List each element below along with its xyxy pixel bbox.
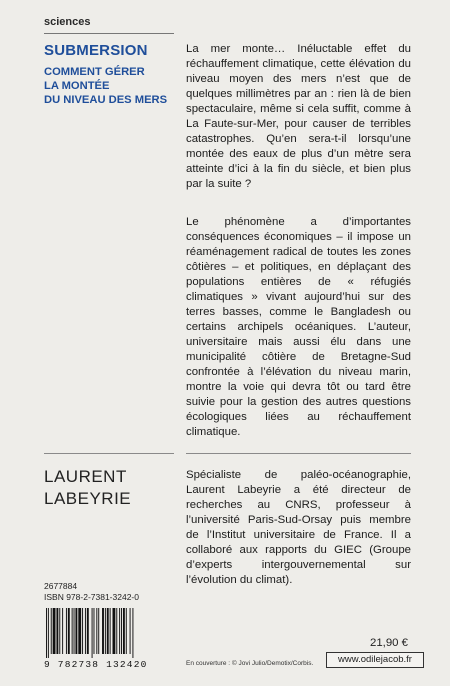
barcode-bar xyxy=(51,608,52,654)
book-subtitle xyxy=(44,65,174,107)
barcode-bar xyxy=(87,608,89,654)
subtitle-line-3: DU NIVEAU DES MERS xyxy=(44,94,168,106)
barcode-bar xyxy=(82,608,83,654)
barcode-bar xyxy=(132,608,133,658)
subtitle-line-1: COMMENT GÉRER xyxy=(44,66,145,78)
barcode-image xyxy=(44,608,166,658)
barcode-bar xyxy=(85,608,86,654)
barcode-bar xyxy=(46,608,47,658)
barcode-bar xyxy=(123,608,125,654)
barcode-bar xyxy=(107,608,109,654)
author-name xyxy=(44,466,131,510)
barcode-bar xyxy=(96,608,97,654)
barcode-bar xyxy=(113,608,116,654)
barcode-bar xyxy=(92,608,93,658)
barcode-bar xyxy=(62,608,63,654)
barcode-bar xyxy=(126,608,127,654)
series-rule xyxy=(44,33,174,34)
barcode-bar xyxy=(130,608,131,654)
barcode-bar xyxy=(53,608,56,654)
barcode-bar xyxy=(75,608,77,654)
isbn: ISBN 978-2-7381-3242-0 xyxy=(44,592,139,602)
blurb-paragraph-1: La mer monte… Inéluctable effet du réchauffement climatique, cette élévation du niveau moyen des mers n’est que de quelques millimètres par an : rien là de bien spectaculaire, même si cela suffit, comme à La Faute-sur-Mer, pour causer de terribles catastrophes. Qu’en sera-t-il lorsqu’une montée des eaux de plus d’un mètre sera atteinte d’ici à la fin du siècle, et bien plus par la suite ? xyxy=(186,43,411,190)
barcode-bar xyxy=(105,608,106,654)
cover-credit: En couverture : © Jovi Julio/Demotix/Corbis. xyxy=(186,660,314,667)
barcode-bar xyxy=(116,608,117,654)
product-codes xyxy=(44,581,139,603)
section-divider-right xyxy=(186,453,411,454)
blurb-paragraph-2: Le phénomène a d’importantes conséquences économiques – il impose un réaménagement radical de toutes les zones côtières – et politiques, en déplaçant des populations entières de « réfugiés climatiques » vivant aujourd’hui sur des terres basses, comme le Bangladesh ou certains archipels océaniques. L’auteur, universitaire mais aussi élu dans une municipalité côtière de Bretagne-Sud confrontée à l’élévation du niveau marin, montre la voie qui devra tôt ou tard être suivie pour la gestion des autres questions écologiques liées au réchauffement climatique. xyxy=(186,216,411,438)
barcode-bar xyxy=(78,608,81,654)
barcode-bar xyxy=(121,608,122,654)
author-bio: Spécialiste de paléo-océanographie, Laurent Labeyrie a été directeur de recherches au CNRS, professeur à l’université Paris-Sud-Orsay puis membre de l’Institut universitaire de France. Il a collaboré aux rapports du GIEC (Groupe d’experts intergouvernemental sur l’évolution du climat). xyxy=(186,469,411,586)
author-first-name: LAURENT xyxy=(44,467,127,486)
barcode-bar xyxy=(110,608,111,654)
barcode-bar xyxy=(94,608,95,654)
section-divider-left xyxy=(44,453,174,454)
barcode-bar xyxy=(119,608,120,654)
barcode-bar xyxy=(59,608,60,654)
book-title: SUBMERSION xyxy=(44,42,148,59)
barcode-bar xyxy=(72,608,73,654)
barcode-bar xyxy=(66,608,67,654)
barcode-digits: 9 782738 132420 xyxy=(44,659,148,670)
barcode-bar xyxy=(102,608,104,654)
barcode-bar xyxy=(56,608,58,654)
barcode-bar xyxy=(74,608,75,654)
barcode-bar xyxy=(48,608,49,658)
barcode-bar xyxy=(98,608,99,654)
barcode-bar xyxy=(68,608,70,654)
product-code: 2677884 xyxy=(44,581,78,591)
author-last-name: LABEYRIE xyxy=(44,489,132,508)
subtitle-line-2: LA MONTÉE xyxy=(44,80,110,92)
series-label: sciences xyxy=(44,16,91,28)
website-link[interactable]: www.odilejacob.fr xyxy=(326,652,424,668)
price: 21,90 € xyxy=(370,637,409,649)
